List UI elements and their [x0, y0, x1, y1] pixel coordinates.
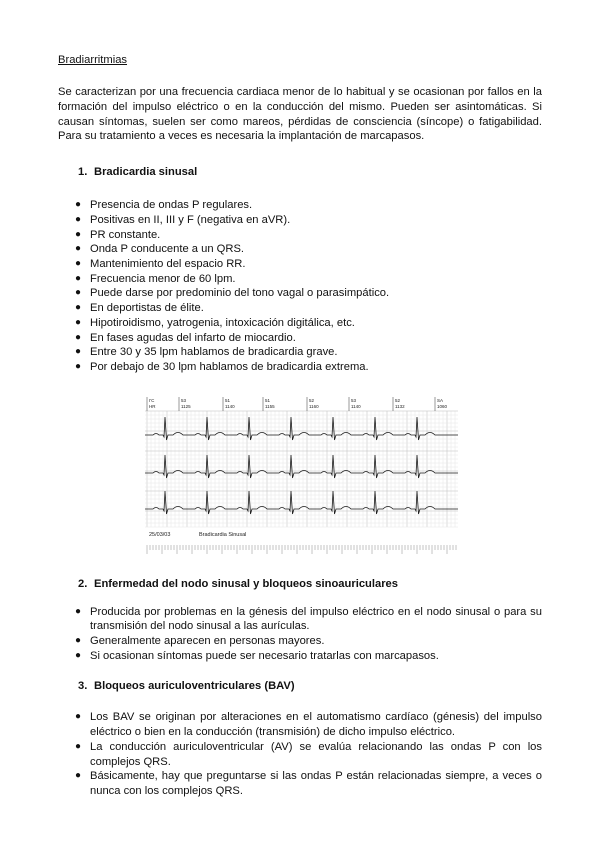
list-item: ● Si ocasionan síntomas puede ser necesario tratarlas con marcapasos.	[58, 649, 542, 664]
document-page	[58, 53, 542, 799]
ecg-strip-image	[145, 397, 458, 554]
list-item: ● Frecuencia menor de 60 lpm.	[58, 272, 542, 287]
section-number: 1.	[78, 166, 88, 179]
ecg-channel-label: 1132	[395, 403, 405, 409]
ecg-channel-label: 51	[225, 397, 231, 403]
ecg-channel-label: 53	[351, 397, 357, 403]
section-number: 3.	[78, 680, 88, 693]
list-item: ● La conducción auriculoventricular (AV) se evalúa relacionando las ondas P con los complejos QRS.	[58, 740, 542, 769]
ecg-channel-label: 1160	[309, 403, 319, 409]
list-item: ● Presencia de ondas P regulares.	[58, 198, 542, 213]
list-item: ● Puede darse por predominio del tono vagal o parasimpático.	[58, 286, 542, 301]
list-item: ● Producida por problemas en la génesis del impulso eléctrico en el nodo sinusal o para su transmisión del nodo sinusal a las aurículas.	[58, 605, 542, 634]
list-item: ● Hipotiroidismo, yatrogenia, intoxicación digitálica, etc.	[58, 316, 542, 331]
ecg-channel-label: SA	[437, 397, 444, 403]
document-title: Bradiarritmias	[58, 54, 128, 66]
list-item: ● Positivas en II, III y F (negativa en aVR).	[58, 213, 542, 228]
section-heading-text: Bloqueos auriculoventriculares (BAV)	[94, 680, 295, 693]
section-heading-text: Bradicardia sinusal	[94, 166, 198, 179]
ecg-channel-label: 52	[395, 397, 401, 403]
ecg-caption: Bradicardia Sinusal	[199, 531, 247, 538]
ecg-date: 25/03/03	[149, 531, 171, 538]
intro-paragraph: Se caracterizan por una frecuencia cardiaca menor de lo habitual y se ocasionan por fallos en la formación del impulso eléctrico o en la conducción del mismo. Pueden ser asintomáticas. Si causan síntomas, suelen ser como mareos, pérdidas de consciencia (síncope) o fatigabilidad. Para su tratamiento a veces es necesaria la implantación de marcapasos.	[58, 86, 542, 143]
ecg-channel-label: HR	[149, 403, 156, 409]
section-heading-bloqueos-av	[58, 679, 542, 693]
section-number: 2.	[78, 577, 88, 590]
list-item: ● En fases agudas del infarto de miocardio.	[58, 331, 542, 346]
ecg-channel-label: 1140	[225, 403, 235, 409]
list-item: ● Básicamente, hay que preguntarse si las ondas P están relacionadas siempre, a veces o nunca con los complejos QRS.	[58, 769, 542, 798]
list-item: ● PR constante.	[58, 228, 542, 243]
list-item: ● Los BAV se originan por alteraciones en el automatismo cardíaco (génesis) del impulso eléctrico o bien en la conducción (transmisión) de dicho impulso eléctrico.	[58, 710, 542, 739]
bullet-list-enfermedad-nodo-sinusal	[58, 605, 542, 664]
section-heading-text: Enfermedad del nodo sinusal y bloqueos sinoauriculares	[94, 577, 398, 590]
list-item: ● Por debajo de 30 lpm hablamos de bradicardia extrema.	[58, 360, 542, 375]
ecg-channel-label: 51	[265, 397, 271, 403]
ecg-channel-label: 53	[181, 397, 187, 403]
ecg-channel-label: 1060	[437, 403, 448, 409]
list-item: ● En deportistas de élite.	[58, 301, 542, 316]
section-heading-enfermedad-nodo-sinusal	[58, 577, 542, 591]
ecg-channel-label: 52	[309, 397, 315, 403]
ecg-channel-label: I'C	[149, 397, 155, 403]
list-item: ● Generalmente aparecen en personas mayores.	[58, 634, 542, 649]
bullet-list-bloqueos-av	[58, 710, 542, 798]
ecg-channel-label: 1125	[181, 403, 191, 409]
ecg-channel-label: 1155	[265, 403, 275, 409]
section-heading-bradicardia-sinusal	[58, 165, 542, 179]
bullet-list-bradicardia-sinusal	[58, 198, 542, 374]
list-item: ● Mantenimiento del espacio RR.	[58, 257, 542, 272]
list-item: ● Onda P conducente a un QRS.	[58, 242, 542, 257]
ecg-channel-label: 1140	[351, 403, 361, 409]
ecg-strip	[145, 397, 458, 554]
list-item: ● Entre 30 y 35 lpm hablamos de bradicardia grave.	[58, 345, 542, 360]
